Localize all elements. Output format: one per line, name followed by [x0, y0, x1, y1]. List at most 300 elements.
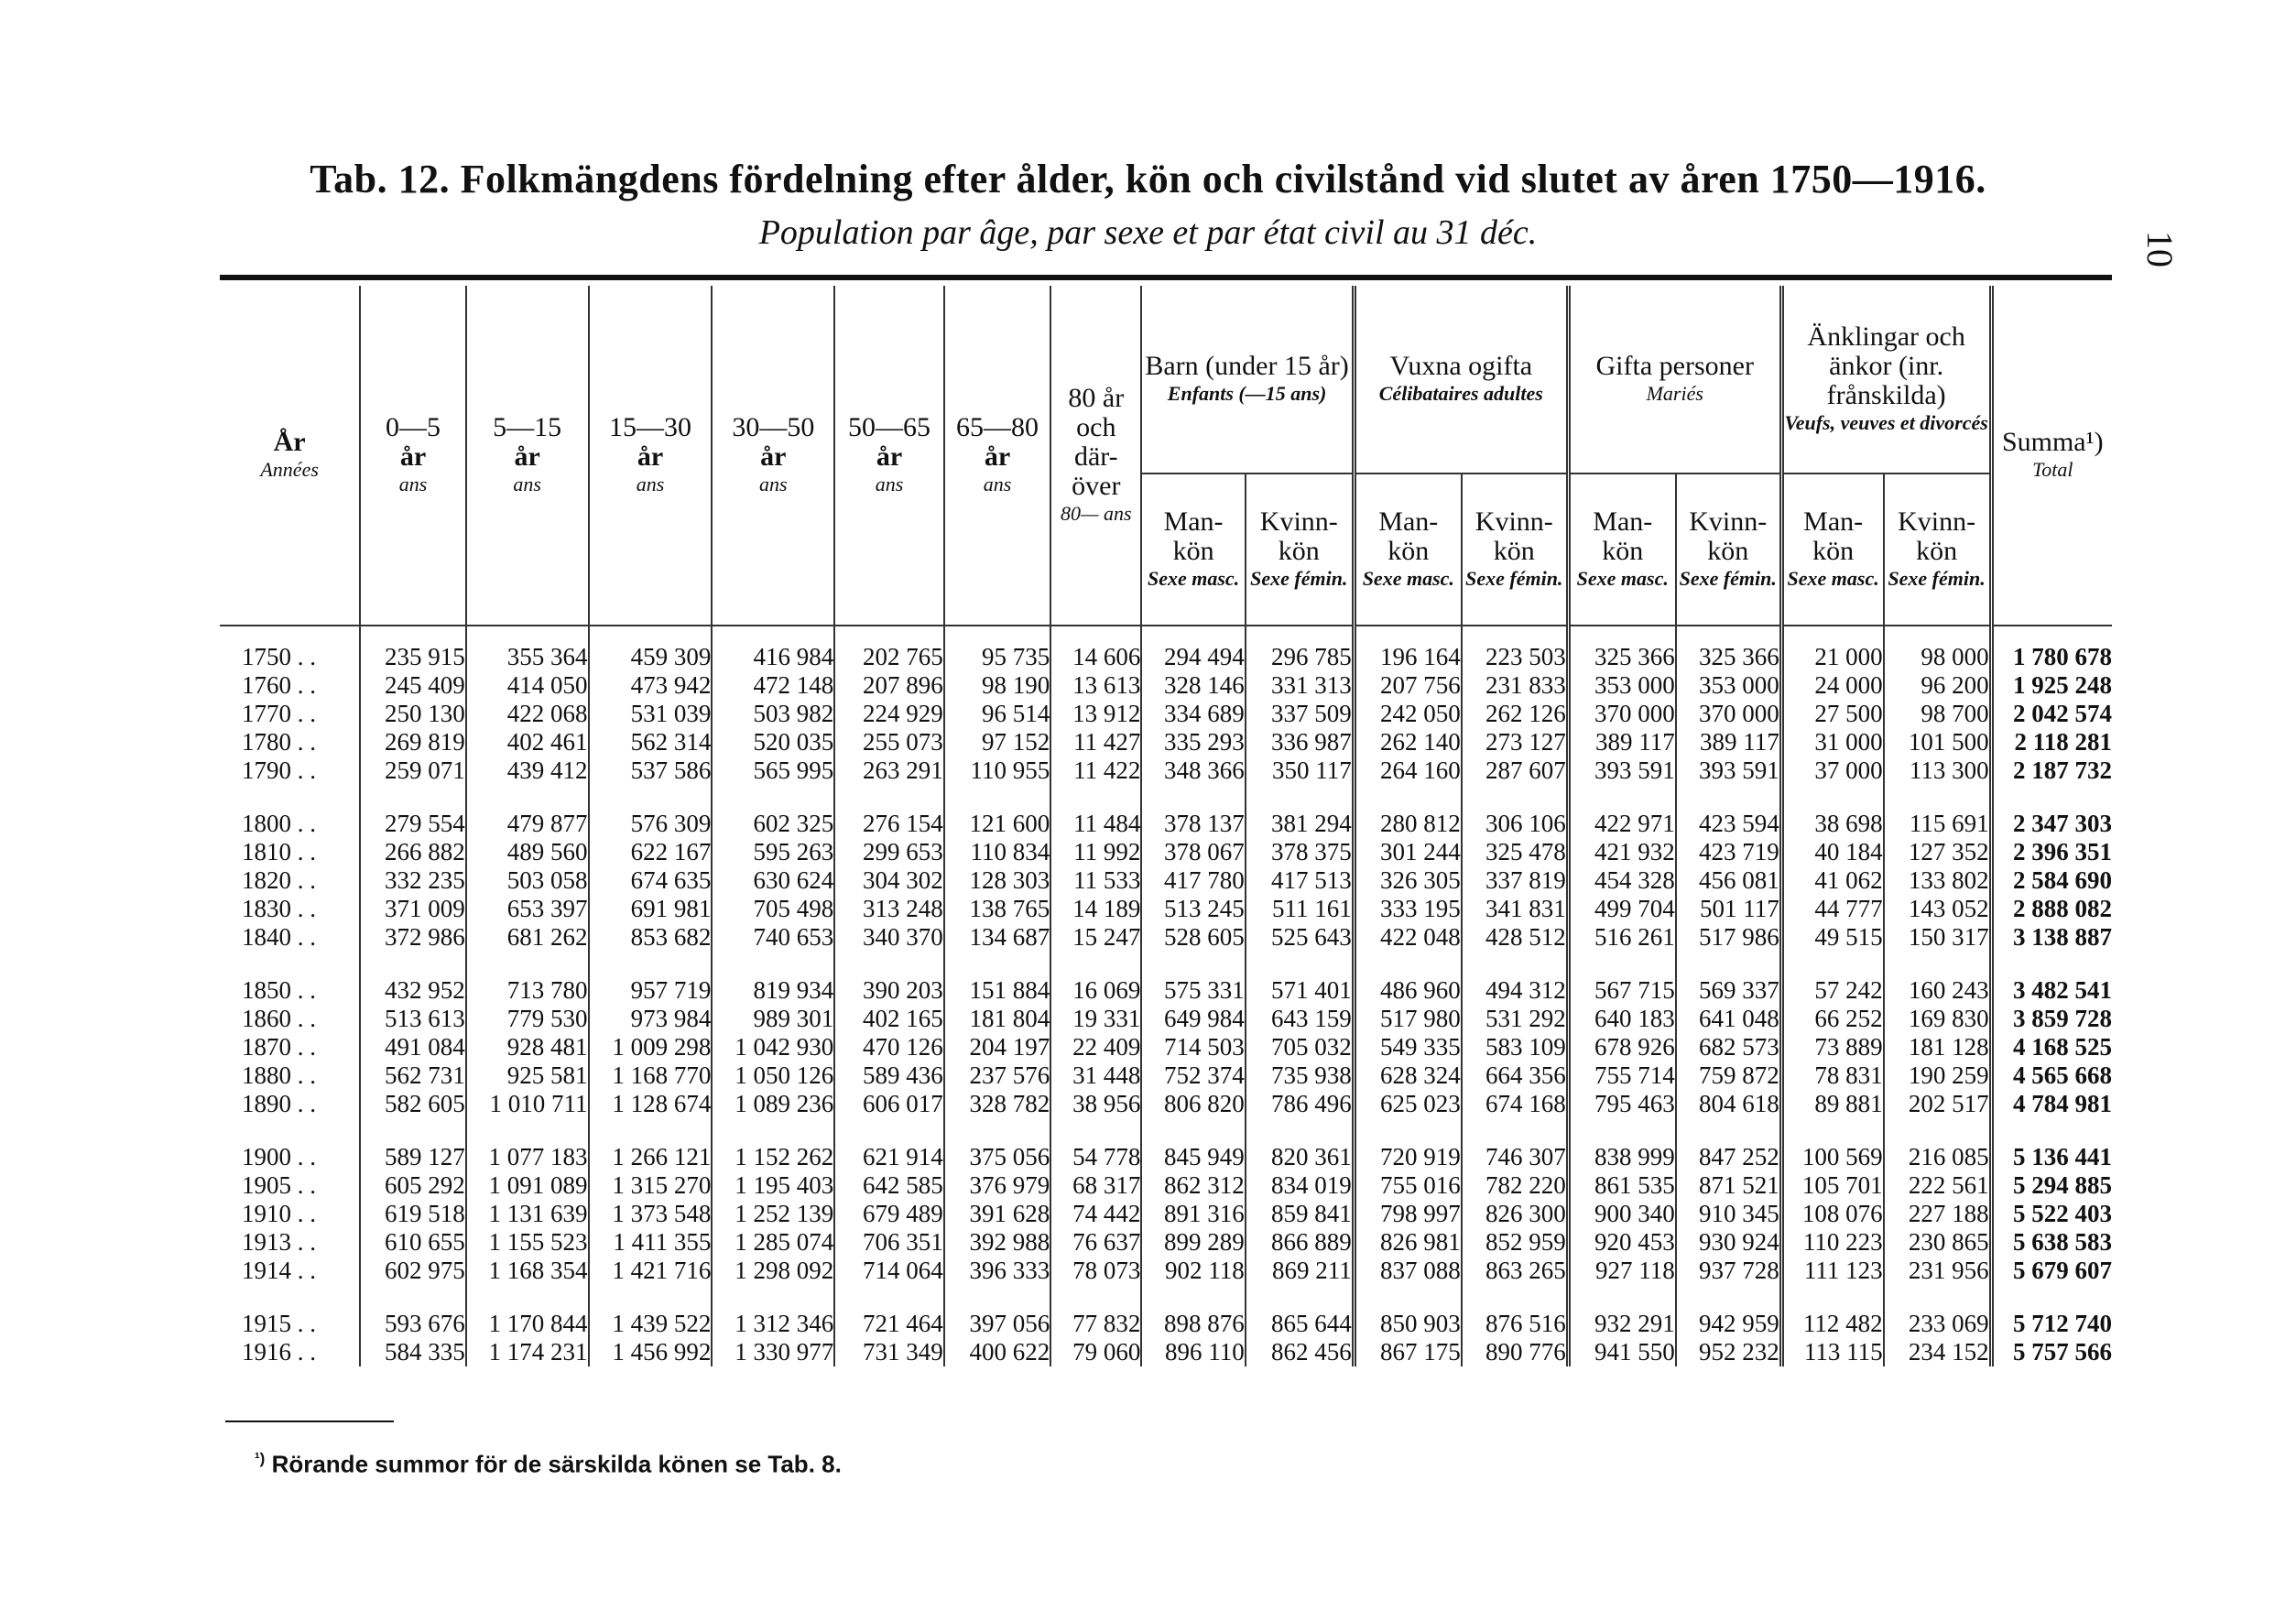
footnote: $^{^1)}$ Rörande summor för de särskilda könen se Tab. 8.: [255, 1450, 842, 1478]
row-total: 2 396 351: [1991, 838, 2112, 866]
row-cell: 837 088: [1354, 1257, 1462, 1285]
row-cell: 74 442: [1050, 1200, 1141, 1228]
row-total: 3 859 728: [1991, 1005, 2112, 1033]
row-cell: 503 058: [466, 866, 589, 895]
row-cell: 423 594: [1676, 810, 1781, 838]
row-cell: 73 889: [1781, 1033, 1883, 1061]
table-row: [220, 866, 2112, 895]
row-cell: 562 731: [360, 1061, 465, 1090]
row-cell: 871 521: [1676, 1171, 1781, 1200]
row-cell: 1 195 403: [712, 1171, 834, 1200]
row-cell: 235 915: [360, 643, 465, 671]
row-cell: 531 292: [1462, 1005, 1568, 1033]
header-female: Kvinn- kön Sexe fémin.: [1462, 474, 1568, 626]
row-cell: 1 089 236: [712, 1090, 834, 1118]
row-cell: 826 981: [1354, 1228, 1462, 1257]
row-cell: 513 613: [360, 1005, 465, 1033]
row-cell: 439 412: [466, 757, 589, 785]
row-cell: 891 316: [1141, 1200, 1245, 1228]
row-cell: 755 016: [1354, 1171, 1462, 1200]
row-cell: 110 834: [944, 838, 1050, 866]
row-cell: 853 682: [589, 923, 713, 952]
row-cell: 1 050 126: [712, 1061, 834, 1090]
row-cell: 1 042 930: [712, 1033, 834, 1061]
row-cell: 622 167: [589, 838, 713, 866]
row-cell: 682 573: [1676, 1033, 1781, 1061]
row-cell: 861 535: [1568, 1171, 1676, 1200]
row-cell: 76 637: [1050, 1228, 1141, 1257]
row-year: 1760 . .: [242, 671, 316, 699]
row-cell: 755 714: [1568, 1061, 1676, 1090]
row-cell: 273 127: [1462, 728, 1568, 757]
row-cell: 348 366: [1141, 757, 1245, 785]
row-cell: 859 841: [1246, 1200, 1355, 1228]
row-total: 5 712 740: [1991, 1310, 2112, 1338]
row-cell: 143 052: [1884, 895, 1992, 923]
row-cell: 262 126: [1462, 700, 1568, 728]
row-cell: 898 876: [1141, 1310, 1245, 1338]
row-cell: 834 019: [1246, 1171, 1355, 1200]
row-cell: 44 777: [1781, 895, 1883, 923]
row-cell: 160 243: [1884, 976, 1992, 1005]
row-cell: 335 293: [1141, 728, 1245, 757]
row-cell: 602 975: [360, 1257, 465, 1285]
group-gap: [220, 1118, 2112, 1143]
row-cell: 78 073: [1050, 1257, 1141, 1285]
row-cell: 1 330 977: [712, 1338, 834, 1366]
row-cell: 759 872: [1676, 1061, 1781, 1090]
row-cell: 393 591: [1568, 757, 1676, 785]
row-cell: 491 084: [360, 1033, 465, 1061]
row-cell: 899 289: [1141, 1228, 1245, 1257]
row-cell: 472 148: [712, 671, 834, 700]
row-year: 1905 . .: [242, 1171, 316, 1199]
row-cell: 583 109: [1462, 1033, 1568, 1061]
row-cell: 910 345: [1676, 1200, 1781, 1228]
row-total: 2 888 082: [1991, 895, 2112, 923]
row-cell: 628 324: [1354, 1061, 1462, 1090]
row-cell: 804 618: [1676, 1090, 1781, 1118]
header-total: Summa¹) Total: [1991, 286, 2112, 626]
row-cell: 537 586: [589, 757, 713, 785]
row-cell: 11 484: [1050, 810, 1141, 838]
row-cell: 826 300: [1462, 1200, 1568, 1228]
row-year: 1770 . .: [242, 700, 316, 727]
header-male: Man- kön Sexe masc.: [1781, 474, 1883, 626]
row-cell: 250 130: [360, 700, 465, 728]
row-cell: 259 071: [360, 757, 465, 785]
header-age-0-5: 0—5 år ans: [360, 286, 465, 626]
row-cell: 376 979: [944, 1171, 1050, 1200]
row-cell: 16 069: [1050, 976, 1141, 1005]
table-row: [220, 1033, 2112, 1061]
table-row: [220, 1143, 2112, 1171]
row-cell: 869 211: [1246, 1257, 1355, 1285]
row-cell: 422 048: [1354, 923, 1462, 952]
row-cell: 416 984: [712, 643, 834, 671]
group-gap: [220, 952, 2112, 976]
row-cell: 169 830: [1884, 1005, 1992, 1033]
row-cell: 902 118: [1141, 1257, 1245, 1285]
row-cell: 432 952: [360, 976, 465, 1005]
row-cell: 582 605: [360, 1090, 465, 1118]
row-cell: 333 195: [1354, 895, 1462, 923]
row-cell: 927 118: [1568, 1257, 1676, 1285]
row-cell: 838 999: [1568, 1143, 1676, 1171]
row-cell: 22 409: [1050, 1033, 1141, 1061]
row-cell: 38 956: [1050, 1090, 1141, 1118]
row-total: 4 565 668: [1991, 1061, 2112, 1090]
row-cell: 473 942: [589, 671, 713, 700]
row-cell: 691 981: [589, 895, 713, 923]
row-cell: 181 128: [1884, 1033, 1992, 1061]
row-cell: 392 988: [944, 1228, 1050, 1257]
table-subtitle: Population par âge, par sexe et par état civil au 31 déc.: [758, 213, 1538, 252]
row-cell: 847 252: [1676, 1143, 1781, 1171]
row-cell: 952 232: [1676, 1338, 1781, 1366]
row-cell: 606 017: [834, 1090, 944, 1118]
row-cell: 115 691: [1884, 810, 1992, 838]
row-year: 1910 . .: [242, 1200, 316, 1227]
table-row: [220, 1171, 2112, 1200]
row-total: 5 679 607: [1991, 1257, 2112, 1285]
row-cell: 375 056: [944, 1143, 1050, 1171]
row-cell: 202 517: [1884, 1090, 1992, 1118]
row-cell: 134 687: [944, 923, 1050, 952]
table-row: [220, 700, 2112, 728]
row-cell: 1 298 092: [712, 1257, 834, 1285]
row-cell: 795 463: [1568, 1090, 1676, 1118]
row-cell: 11 992: [1050, 838, 1141, 866]
row-cell: 98 000: [1884, 643, 1992, 671]
row-cell: 567 715: [1568, 976, 1676, 1005]
row-cell: 731 349: [834, 1338, 944, 1366]
row-cell: 276 154: [834, 810, 944, 838]
table-row: [220, 810, 2112, 838]
row-cell: 642 585: [834, 1171, 944, 1200]
row-cell: 806 820: [1141, 1090, 1245, 1118]
table-row: [220, 1005, 2112, 1033]
row-year: 1800 . .: [242, 810, 316, 837]
row-cell: 151 884: [944, 976, 1050, 1005]
header-age-5-15: 5—15 år ans: [466, 286, 589, 626]
row-cell: 866 889: [1246, 1228, 1355, 1257]
row-cell: 100 569: [1781, 1143, 1883, 1171]
table-row: [220, 1090, 2112, 1118]
table-row: [220, 1200, 2112, 1228]
row-total: 3 482 541: [1991, 976, 2112, 1005]
row-cell: 678 926: [1568, 1033, 1676, 1061]
row-cell: 752 374: [1141, 1061, 1245, 1090]
row-cell: 589 436: [834, 1061, 944, 1090]
group-gap: [220, 1285, 2112, 1310]
row-cell: 15 247: [1050, 923, 1141, 952]
row-cell: 113 115: [1781, 1338, 1883, 1366]
row-cell: 402 165: [834, 1005, 944, 1033]
header-age-30-50: 30—50 år ans: [712, 286, 834, 626]
table-row: [220, 923, 2112, 952]
row-cell: 740 653: [712, 923, 834, 952]
row-cell: 301 244: [1354, 838, 1462, 866]
row-cell: 423 719: [1676, 838, 1781, 866]
row-cell: 341 831: [1462, 895, 1568, 923]
row-cell: 621 914: [834, 1143, 944, 1171]
row-cell: 503 982: [712, 700, 834, 728]
row-cell: 227 188: [1884, 1200, 1992, 1228]
row-cell: 49 515: [1781, 923, 1883, 952]
row-cell: 989 301: [712, 1005, 834, 1033]
row-cell: 262 140: [1354, 728, 1462, 757]
row-cell: 224 929: [834, 700, 944, 728]
row-cell: 77 832: [1050, 1310, 1141, 1338]
row-total: 5 136 441: [1991, 1143, 2112, 1171]
row-cell: 89 881: [1781, 1090, 1883, 1118]
row-total: 1 925 248: [1991, 671, 2112, 700]
row-cell: 390 203: [834, 976, 944, 1005]
row-cell: 402 461: [466, 728, 589, 757]
row-cell: 786 496: [1246, 1090, 1355, 1118]
row-cell: 255 073: [834, 728, 944, 757]
row-cell: 925 581: [466, 1061, 589, 1090]
row-total: 2 042 574: [1991, 700, 2112, 728]
row-cell: 304 302: [834, 866, 944, 895]
row-cell: 11 422: [1050, 757, 1141, 785]
header-group-children: Barn (under 15 år) Enfants (—15 ans): [1141, 286, 1354, 474]
row-cell: 1 285 074: [712, 1228, 834, 1257]
row-cell: 393 591: [1676, 757, 1781, 785]
row-cell: 489 560: [466, 838, 589, 866]
row-cell: 705 032: [1246, 1033, 1355, 1061]
row-cell: 78 831: [1781, 1061, 1883, 1090]
row-cell: 296 785: [1246, 643, 1355, 671]
table-row: [220, 976, 2112, 1005]
row-year: 1830 . .: [242, 895, 316, 922]
row-cell: 14 606: [1050, 643, 1141, 671]
row-cell: 428 512: [1462, 923, 1568, 952]
row-cell: 400 622: [944, 1338, 1050, 1366]
row-cell: 371 009: [360, 895, 465, 923]
row-cell: 110 955: [944, 757, 1050, 785]
row-total: 2 347 303: [1991, 810, 2112, 838]
row-cell: 576 309: [589, 810, 713, 838]
row-cell: 31 000: [1781, 728, 1883, 757]
row-total: 4 168 525: [1991, 1033, 2112, 1061]
row-cell: 575 331: [1141, 976, 1245, 1005]
row-cell: 417 513: [1246, 866, 1355, 895]
table-row: [220, 643, 2112, 671]
row-cell: 602 325: [712, 810, 834, 838]
row-cell: 850 903: [1354, 1310, 1462, 1338]
row-total: 2 118 281: [1991, 728, 2112, 757]
row-cell: 353 000: [1676, 671, 1781, 700]
row-cell: 13 912: [1050, 700, 1141, 728]
row-total: 5 522 403: [1991, 1200, 2112, 1228]
row-cell: 14 189: [1050, 895, 1141, 923]
row-cell: 640 183: [1568, 1005, 1676, 1033]
row-cell: 1 168 770: [589, 1061, 713, 1090]
row-cell: 517 986: [1676, 923, 1781, 952]
row-cell: 674 168: [1462, 1090, 1568, 1118]
row-cell: 98 190: [944, 671, 1050, 700]
row-cell: 649 984: [1141, 1005, 1245, 1033]
row-cell: 819 934: [712, 976, 834, 1005]
row-cell: 381 294: [1246, 810, 1355, 838]
row-year: 1750 . .: [242, 643, 316, 670]
row-cell: 867 175: [1354, 1338, 1462, 1366]
row-cell: 230 865: [1884, 1228, 1992, 1257]
row-cell: 674 635: [589, 866, 713, 895]
header-group-married: Gifta personer Mariés: [1568, 286, 1781, 474]
row-cell: 378 067: [1141, 838, 1245, 866]
row-cell: 96 200: [1884, 671, 1992, 700]
row-cell: 610 655: [360, 1228, 465, 1257]
row-cell: 798 997: [1354, 1200, 1462, 1228]
row-cell: 378 137: [1141, 810, 1245, 838]
row-cell: 937 728: [1676, 1257, 1781, 1285]
row-cell: 325 366: [1676, 643, 1781, 671]
row-cell: 337 819: [1462, 866, 1568, 895]
row-cell: 571 401: [1246, 976, 1355, 1005]
table-row: [220, 1310, 2112, 1338]
row-cell: 370 000: [1676, 700, 1781, 728]
row-cell: 31 448: [1050, 1061, 1141, 1090]
row-cell: 1 411 355: [589, 1228, 713, 1257]
row-cell: 328 782: [944, 1090, 1050, 1118]
row-cell: 337 509: [1246, 700, 1355, 728]
row-cell: 862 456: [1246, 1338, 1355, 1366]
row-cell: 1 077 183: [466, 1143, 589, 1171]
row-cell: 237 576: [944, 1061, 1050, 1090]
row-cell: 932 291: [1568, 1310, 1676, 1338]
row-cell: 101 500: [1884, 728, 1992, 757]
row-cell: 389 117: [1676, 728, 1781, 757]
row-cell: 1 168 354: [466, 1257, 589, 1285]
row-cell: 328 146: [1141, 671, 1245, 700]
row-cell: 38 698: [1781, 810, 1883, 838]
table-row: [220, 1228, 2112, 1257]
row-cell: 299 653: [834, 838, 944, 866]
table-row: [220, 757, 2112, 785]
row-cell: 264 160: [1354, 757, 1462, 785]
header-male: Man- kön Sexe masc.: [1354, 474, 1462, 626]
row-year: 1880 . .: [242, 1061, 316, 1089]
row-cell: 643 159: [1246, 1005, 1355, 1033]
header-female: Kvinn- kön Sexe fémin.: [1246, 474, 1355, 626]
row-cell: 422 068: [466, 700, 589, 728]
row-year: 1810 . .: [242, 838, 316, 865]
row-cell: 714 503: [1141, 1033, 1245, 1061]
row-cell: 334 689: [1141, 700, 1245, 728]
row-cell: 1 170 844: [466, 1310, 589, 1338]
header-male: Man- kön Sexe masc.: [1568, 474, 1676, 626]
row-cell: 779 530: [466, 1005, 589, 1033]
row-cell: 326 305: [1354, 866, 1462, 895]
row-cell: 133 802: [1884, 866, 1992, 895]
row-cell: 355 364: [466, 643, 589, 671]
row-cell: 111 123: [1781, 1257, 1883, 1285]
row-cell: 705 498: [712, 895, 834, 923]
row-cell: 876 516: [1462, 1310, 1568, 1338]
row-cell: 852 959: [1462, 1228, 1568, 1257]
row-cell: 525 643: [1246, 923, 1355, 952]
row-year: 1860 . .: [242, 1005, 316, 1032]
row-cell: 782 220: [1462, 1171, 1568, 1200]
row-year: 1890 . .: [242, 1090, 316, 1117]
row-cell: 486 960: [1354, 976, 1462, 1005]
row-cell: 1 252 139: [712, 1200, 834, 1228]
row-total: 3 138 887: [1991, 923, 2112, 952]
row-cell: 378 375: [1246, 838, 1355, 866]
table-row: [220, 838, 2112, 866]
row-cell: 19 331: [1050, 1005, 1141, 1033]
row-cell: 630 624: [712, 866, 834, 895]
top-rule: [220, 275, 2112, 280]
row-cell: 549 335: [1354, 1033, 1462, 1061]
row-cell: 127 352: [1884, 838, 1992, 866]
row-cell: 459 309: [589, 643, 713, 671]
row-year: 1820 . .: [242, 866, 316, 894]
row-cell: 973 984: [589, 1005, 713, 1033]
row-cell: 1 421 716: [589, 1257, 713, 1285]
row-cell: 706 351: [834, 1228, 944, 1257]
row-cell: 1 155 523: [466, 1228, 589, 1257]
row-cell: 97 152: [944, 728, 1050, 757]
page-number: 10: [2139, 231, 2181, 267]
row-cell: 421 932: [1568, 838, 1676, 866]
row-year: 1913 . .: [242, 1228, 316, 1256]
header-male: Man- kön Sexe masc.: [1141, 474, 1245, 626]
row-cell: 332 235: [360, 866, 465, 895]
row-cell: 1 312 346: [712, 1310, 834, 1338]
row-cell: 234 152: [1884, 1338, 1992, 1366]
row-year: 1790 . .: [242, 757, 316, 784]
row-cell: 520 035: [712, 728, 834, 757]
header-year: År Années: [260, 427, 319, 481]
row-cell: 396 333: [944, 1257, 1050, 1285]
row-cell: 589 127: [360, 1143, 465, 1171]
row-cell: 336 987: [1246, 728, 1355, 757]
row-cell: 414 050: [466, 671, 589, 700]
row-year: 1916 . .: [242, 1338, 316, 1366]
row-cell: 1 373 548: [589, 1200, 713, 1228]
row-cell: 340 370: [834, 923, 944, 952]
row-cell: 1 091 089: [466, 1171, 589, 1200]
row-cell: 746 307: [1462, 1143, 1568, 1171]
row-cell: 664 356: [1462, 1061, 1568, 1090]
row-cell: 735 938: [1246, 1061, 1355, 1090]
row-cell: 941 550: [1568, 1338, 1676, 1366]
row-cell: 96 514: [944, 700, 1050, 728]
row-cell: 372 986: [360, 923, 465, 952]
row-cell: 207 896: [834, 671, 944, 700]
row-cell: 470 126: [834, 1033, 944, 1061]
table-row: [220, 1338, 2112, 1366]
row-year: 1900 . .: [242, 1143, 316, 1170]
row-cell: 391 628: [944, 1200, 1050, 1228]
row-cell: 957 719: [589, 976, 713, 1005]
row-cell: 900 340: [1568, 1200, 1676, 1228]
row-cell: 370 000: [1568, 700, 1676, 728]
row-cell: 721 464: [834, 1310, 944, 1338]
row-cell: 845 949: [1141, 1143, 1245, 1171]
row-cell: 499 704: [1568, 895, 1676, 923]
row-year: 1914 . .: [242, 1257, 316, 1284]
row-cell: 68 317: [1050, 1171, 1141, 1200]
row-cell: 417 780: [1141, 866, 1245, 895]
group-gap: [220, 785, 2112, 810]
row-cell: 24 000: [1781, 671, 1883, 700]
header-group-widowed: Änklingar och änkor (inr. frånskilda) Veufs, veuves et divorcés: [1781, 286, 1991, 474]
